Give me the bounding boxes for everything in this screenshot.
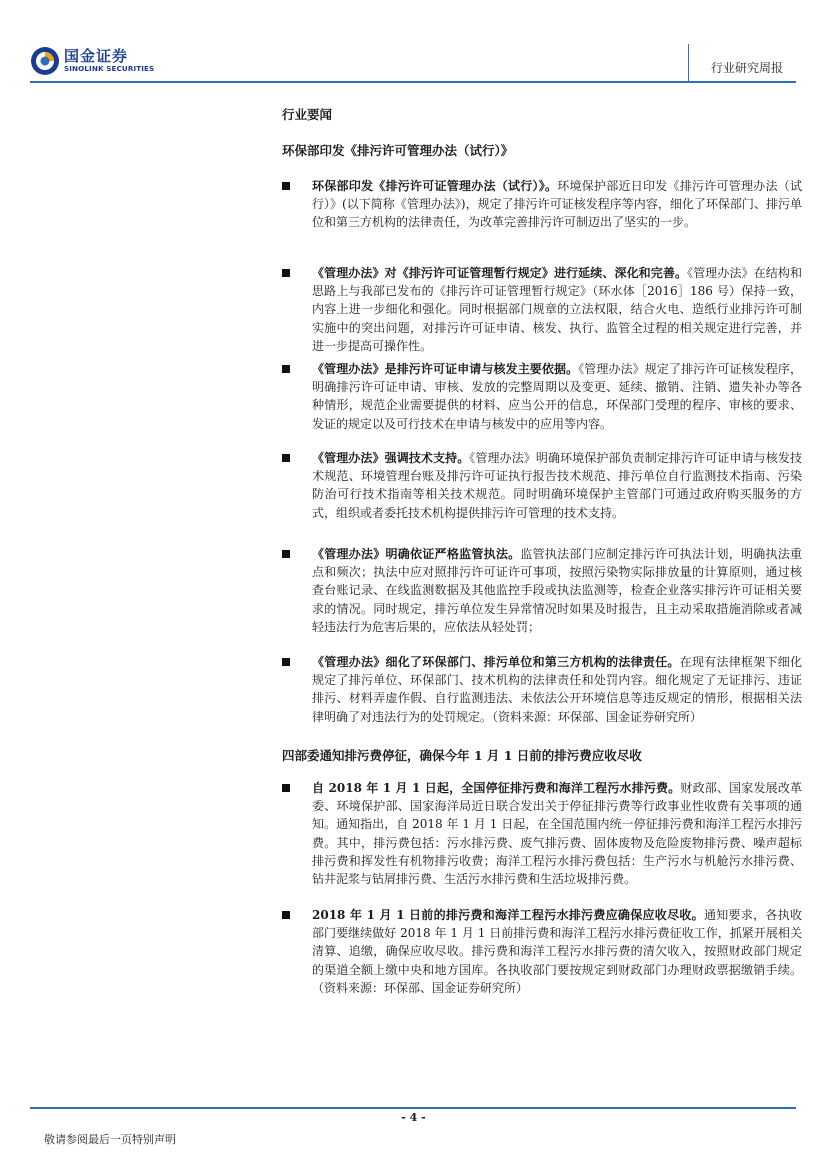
bullet-lead: 自 2018 年 1 月 1 日起，全国停征排污费和海洋工程污水排污费。	[312, 781, 681, 795]
header-rule	[30, 81, 796, 83]
bullet-lead: 《管理办法》细化了环保部门、排污单位和第三方机构的法律责任。	[312, 655, 680, 669]
bullet-square-icon	[282, 269, 290, 277]
logo-english-name: SINOLINK SECURITIES	[64, 64, 155, 73]
bullet-text: 监管执法部门应制定排污许可执法计划，明确执法重点和频次；执法中应对照排污许可证许可事项，按照污染物实际排放量的计算原则，通过核查台账记录、在线监测数据及其他监控手段或执法监测等，检查企业落实排污许可证相关要求的情况。同时规定，排污单位发生异常情况时如果及时报告，且主动采取措施消除或者减轻违法行为危害后果的，应依法从轻处罚；	[312, 547, 802, 634]
page-header	[0, 0, 827, 90]
bullet-lead: 《管理办法》强调技术支持。	[312, 451, 470, 465]
news-heading: 四部委通知排污费停征，确保今年 1 月 1 日前的排污费应收尽收	[282, 748, 642, 763]
bullet-lead: 《管理办法》是排污许可证申请与核发主要依据。	[312, 362, 579, 376]
bullet-lead: 《管理办法》明确依证严格监管执法。	[312, 547, 521, 561]
page-number: - 4 -	[401, 1111, 426, 1124]
bullet-text: 通知要求，各执收部门要继续做好 2018 年 1 月 1 日前排污费和海洋工程污水排污费征收工作，抓紧开展相关清算、追缴，确保应收尽收。排污费和海洋工程污水排污费的清欠收入，按照财政部门规定的渠道全额上缴中央和地方国库。各执收部门要按规定到财政部门办理财政票据缴销手续。（资料来源：环保部、国金证券研究所）	[312, 908, 802, 995]
bullet-square-icon	[282, 784, 290, 792]
list-item	[282, 779, 802, 888]
list-item	[282, 906, 802, 997]
header-divider	[688, 44, 689, 82]
bullet-square-icon	[282, 550, 290, 558]
list-item	[282, 360, 802, 433]
logo-mark-icon	[30, 46, 60, 76]
bullet-square-icon	[282, 182, 290, 190]
bullet-text: 《管理办法》规定了排污许可证核发程序，明确排污许可证申请、审核、发放的完整周期以及变更、延续、撤销、注销、遗失补办等各种情形，规范企业需要提供的材料、应当公开的信息，环保部门受理的程序、审核的要求、发证的规定以及可行技术在申请与核发中的应用等内容。	[312, 362, 802, 431]
bullet-text: 《管理办法》明确环境保护部负责制定排污许可证申请与核发技术规范、环境管理台账及排污许可证执行报告技术规范、排污单位自行监测技术指南、污染防治可行技术指南等相关技术规范。同时明确环境保护主管部门可通过政府购买服务的方式，组织或者委托技术机构提供排污许可管理的技术支持。	[312, 451, 802, 520]
section-title: 行业要闻	[282, 107, 333, 122]
list-item	[282, 653, 802, 726]
bullet-square-icon	[282, 911, 290, 919]
bullet-lead: 环保部印发《排污许可证管理办法（试行）》。	[312, 179, 558, 193]
footer-disclaimer: 敬请参阅最后一页特别声明	[44, 1133, 176, 1146]
list-item	[282, 545, 802, 636]
bullet-square-icon	[282, 365, 290, 373]
bullet-text: 财政部、国家发展改革委、环境保护部、国家海洋局近日联合发出关于停征排污费等行政事业性收费有关事项的通知。通知指出，自 2018 年 1 月 1 日起，在全国范围内统一停征排污费和海洋工程污水排污费。其中，排污费包括：污水排污费、废气排污费、固体废物及危险废物排污费、噪声超标排污费和挥发性有机物排污收费；海洋工程污水排污费包括：生产污水与机舱污水排污费、钻井泥浆与钻屑排污费、生活污水排污费和生活垃圾排污费。	[312, 781, 802, 887]
news-heading: 环保部印发《排污许可管理办法（试行）》	[282, 143, 514, 158]
bullet-lead: 2018 年 1 月 1 日前的排污费和海洋工程污水排污费应确保应收尽收。	[312, 908, 704, 922]
bullet-square-icon	[282, 658, 290, 666]
logo-chinese-name: 国金证券	[64, 47, 129, 65]
bullet-lead: 《管理办法》对《排污许可证管理暂行规定》进行延续、深化和完善。	[312, 266, 688, 280]
list-item	[282, 264, 802, 355]
bullet-square-icon	[282, 454, 290, 462]
bullet-text: 在现有法律框架下细化规定了排污单位、环保部门、技术机构的法律责任和处罚内容。细化规定了无证排污、违证排污、材料弄虚作假、自行监测违法、未依法公开环境信息等违反规定的情形，根据相关法律明确了对违法行为的处罚规定。（资料来源：环保部、国金证券研究所）	[312, 655, 802, 724]
report-type: 行业研究周报	[710, 61, 783, 75]
bullet-text: 《管理办法》在结构和思路上与我部已发布的《排污许可证管理暂行规定》（环水体［2016］186 号）保持一致，内容上进一步细化和强化。同时根据部门规章的立法权限，结合火电、造纸行业排污许可制实施中的突出问题，对排污许可证申请、核发、执行、监管全过程的相关规定进行完善，并进一步提高可操作性。	[312, 266, 802, 353]
company-logo	[30, 44, 160, 78]
footer-rule	[30, 1107, 796, 1109]
list-item	[282, 177, 802, 232]
list-item	[282, 449, 802, 522]
bullet-text: 环境保护部近日印发《排污许可管理办法（试行）》(以下简称《管理办法》)，规定了排污许可证核发程序等内容，细化了环保部门、排污单位和第三方机构的法律责任，为改革完善排污许可制迈出了坚实的一步。	[312, 179, 802, 230]
